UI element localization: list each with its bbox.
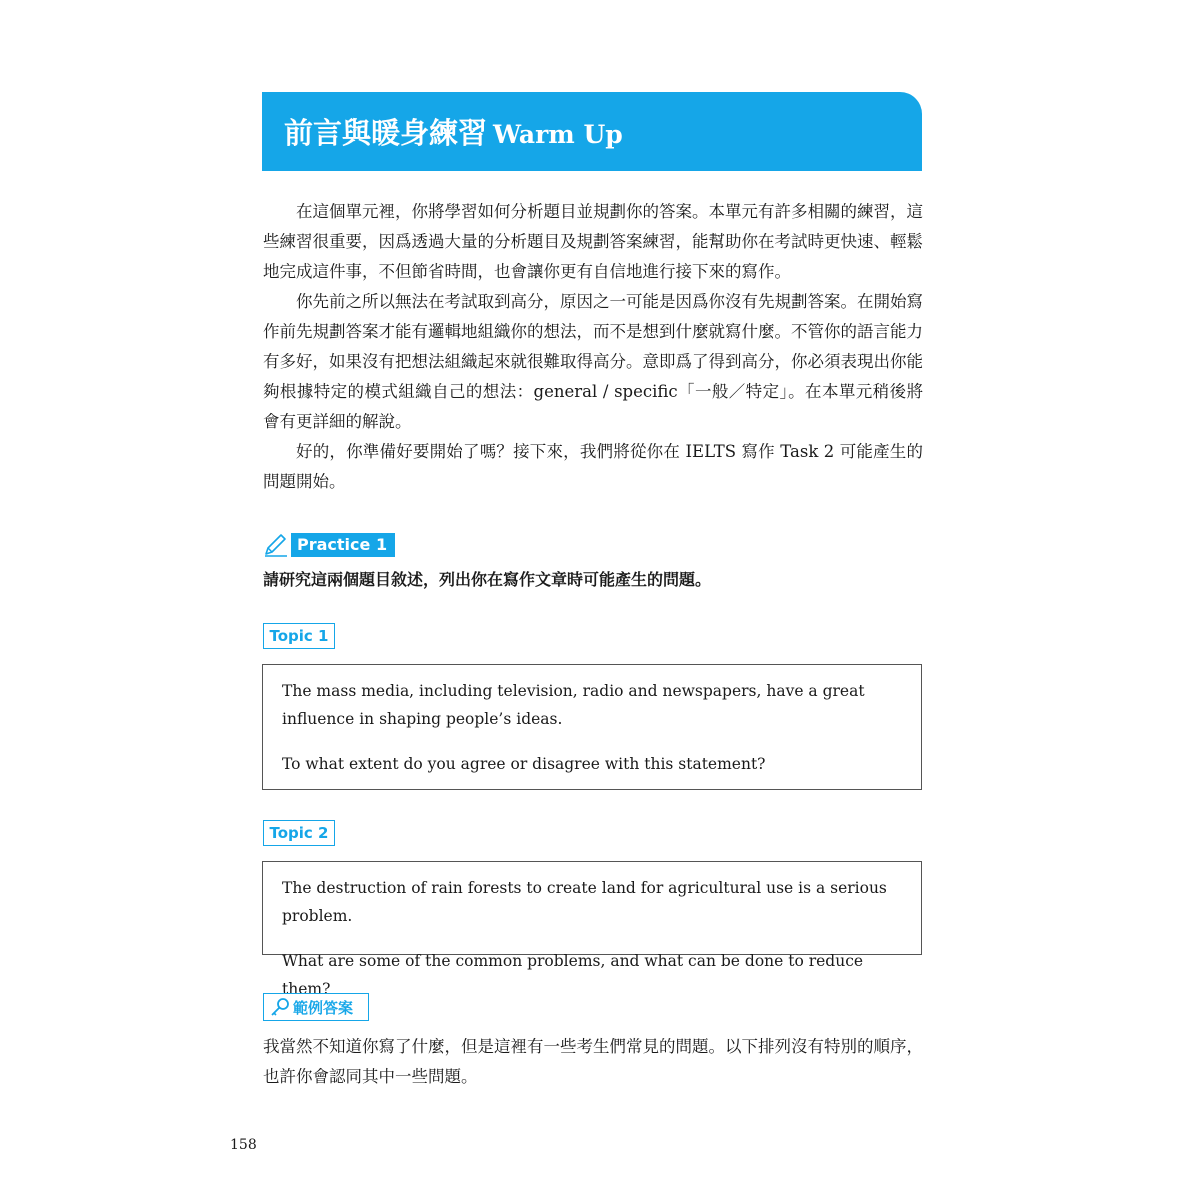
section-title-en: Warm Up: [493, 120, 623, 149]
intro-text: [263, 197, 923, 497]
topic-2-box: [262, 861, 922, 998]
practice-badge: Practice 1: [291, 533, 395, 557]
sample-answer-paragraph: 我當然不知道你寫了什麼，但是這裡有一些考生們常見的問題。以下排列沒有特別的順序，也許你會認同其中一些問題。: [263, 1037, 923, 1086]
intro-paragraph-2: 你先前之所以無法在考試取到高分，原因之一可能是因爲你沒有先規劃答案。在開始寫作前先規劃答案才能有邏輯地組織你的想法，而不是想到什麼就寫什麼。不管你的語言能力有多好，如果沒有把想法組織起來就很難取得高分。意即爲了得到高分，你必須表現出你能夠根據特定的模式組織自己的想法：general / specific「一般／特定」。在本單元稍後將會有更詳細的解說。: [263, 292, 923, 431]
intro-paragraph-1: 在這個單元裡，你將學習如何分析題目並規劃你的答案。本單元有許多相關的練習，這些練習很重要，因爲透過大量的分析題目及規劃答案練習，能幫助你在考試時更快速、輕鬆地完成這件事，不但節省時間，也會讓你更有自信地進行接下來的寫作。: [263, 202, 923, 281]
page-number: 158: [230, 1137, 257, 1153]
practice-instruction: 請研究這兩個題目敘述，列出你在寫作文章時可能產生的問題。: [263, 570, 712, 589]
topic-1-label: Topic 1: [263, 623, 335, 649]
sample-answer-label: 範例答案: [293, 998, 354, 1017]
key-icon: [270, 997, 290, 1017]
practice-heading: [263, 532, 395, 558]
topic-2-statement: The destruction of rain forests to create land for agricultural use is a serious problem.: [282, 879, 887, 925]
topic-1-box: [262, 664, 922, 790]
pencil-icon: [263, 532, 289, 558]
section-header-banner: [262, 92, 922, 171]
topic-2-label: Topic 2: [263, 820, 335, 846]
sample-answer-heading: [263, 993, 369, 1021]
topic-1-question: To what extent do you agree or disagree with this statement?: [282, 755, 766, 773]
topic-1-statement: The mass media, including television, radio and newspapers, have a great influence in shaping people’s ideas.: [282, 682, 865, 728]
section-title-zh: 前言與暖身練習: [284, 116, 488, 150]
sample-answer-text: [263, 1032, 923, 1092]
topic-2-question: What are some of the common problems, and what can be done to reduce them?: [282, 952, 864, 998]
intro-paragraph-3: 好的，你準備好要開始了嗎？接下來，我們將從你在 IELTS 寫作 Task 2 可能產生的問題開始。: [263, 442, 923, 491]
section-title: [284, 111, 623, 152]
